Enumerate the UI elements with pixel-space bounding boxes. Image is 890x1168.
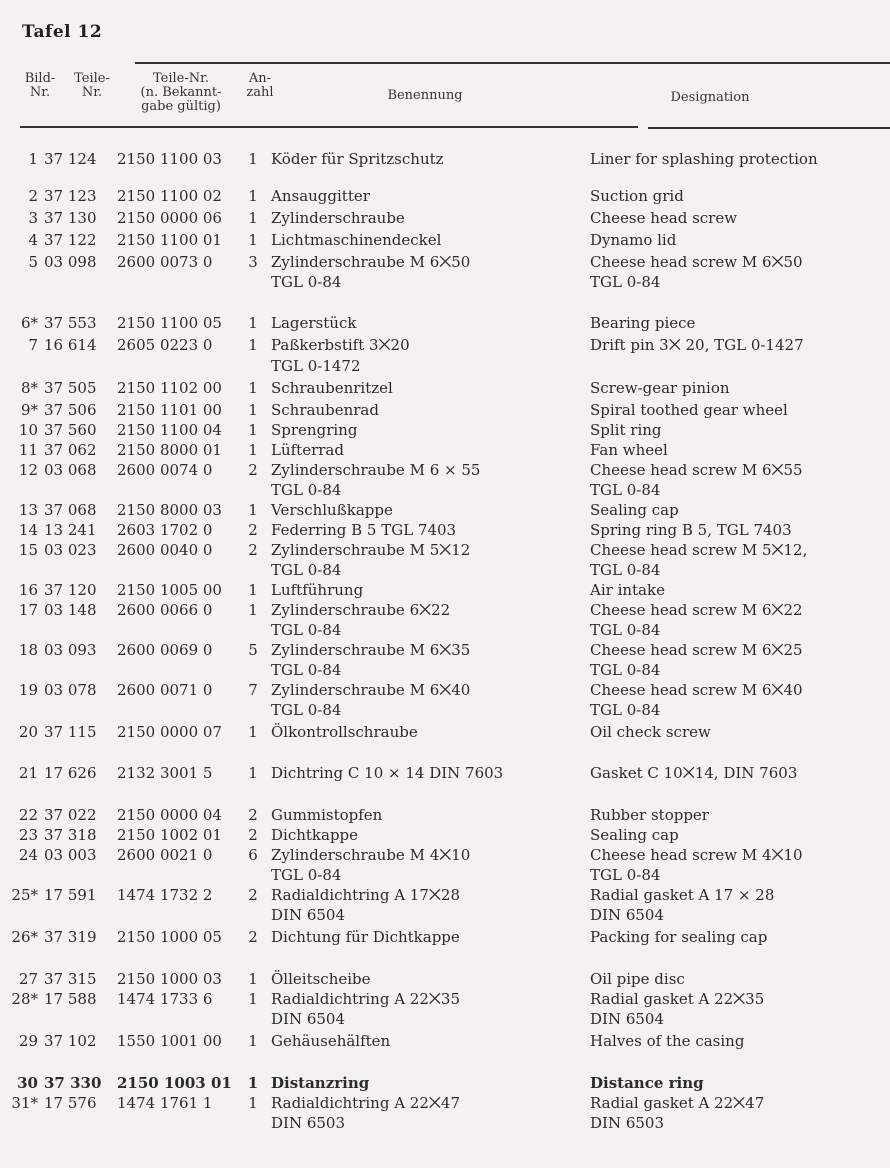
bild-nr-cell: 14 bbox=[18, 521, 38, 539]
designation-cell: Packing for sealing cap bbox=[590, 928, 768, 946]
table-row bbox=[0, 399, 890, 421]
designation-cell: Cheese head screw bbox=[590, 209, 738, 227]
table-row bbox=[0, 639, 890, 661]
benennung-cell: Lagerstück bbox=[271, 314, 357, 332]
teile-nr-neu-cell: 1474 1761 1 bbox=[117, 1094, 213, 1112]
benennung-cell: Dichtkappe bbox=[271, 826, 359, 844]
table-row bbox=[0, 599, 890, 621]
teile-nr-cell: 37 022 bbox=[44, 806, 97, 824]
table-row bbox=[0, 148, 890, 170]
header-teile-nr: Teile- Nr. bbox=[74, 71, 110, 100]
teile-nr-neu-cell: 2150 1005 00 bbox=[117, 581, 222, 599]
anzahl-cell: 2 bbox=[248, 541, 258, 559]
teile-nr-neu-cell: 2600 0074 0 bbox=[117, 461, 213, 479]
table-row bbox=[0, 479, 890, 501]
benennung-cell: Gehäusehälften bbox=[271, 1032, 391, 1050]
teile-nr-neu-cell: 2150 1100 01 bbox=[117, 231, 222, 249]
benennung-cell: Radialdichtring A 17⨉28 bbox=[271, 886, 460, 904]
designation-cell: Halves of the casing bbox=[590, 1032, 745, 1050]
header-bild-nr: Bild- Nr. bbox=[24, 71, 56, 100]
bild-nr-cell: 26* bbox=[11, 928, 38, 946]
table-row bbox=[0, 1030, 890, 1052]
designation-cell: Cheese head screw M 6⨉55 bbox=[590, 461, 803, 479]
bild-nr-cell: 24 bbox=[18, 846, 38, 864]
bild-nr-cell: 30 bbox=[17, 1074, 38, 1092]
bild-nr-cell: 1 bbox=[28, 150, 38, 168]
bild-nr-cell: 9* bbox=[20, 401, 38, 419]
teile-nr-neu-cell: 2150 1100 03 bbox=[117, 150, 222, 168]
anzahl-cell: 1 bbox=[248, 187, 258, 205]
benennung-cell: DIN 6503 bbox=[271, 1114, 346, 1132]
designation-cell: Cheese head screw M 6⨉25 bbox=[590, 641, 803, 659]
teile-nr-cell: 37 560 bbox=[44, 421, 97, 439]
table-row bbox=[0, 844, 890, 866]
anzahl-cell: 2 bbox=[248, 461, 258, 479]
bild-nr-cell: 13 bbox=[18, 501, 38, 519]
teile-nr-neu-cell: 1474 1732 2 bbox=[117, 886, 213, 904]
designation-cell: Sealing cap bbox=[590, 826, 679, 844]
anzahl-cell: 2 bbox=[248, 886, 258, 904]
teile-nr-cell: 03 093 bbox=[44, 641, 97, 659]
bild-nr-cell: 2 bbox=[28, 187, 38, 205]
anzahl-cell: 1 bbox=[248, 764, 258, 782]
teile-nr-cell: 03 078 bbox=[44, 681, 97, 699]
teile-nr-cell: 17 588 bbox=[44, 990, 97, 1008]
table-row bbox=[0, 619, 890, 641]
designation-cell: Gasket C 10⨉14, DIN 7603 bbox=[590, 764, 798, 782]
bild-nr-cell: 27 bbox=[18, 970, 38, 988]
teile-nr-neu-cell: 2600 0021 0 bbox=[117, 846, 213, 864]
teile-nr-cell: 37 120 bbox=[44, 581, 97, 599]
table-row bbox=[0, 559, 890, 581]
teile-nr-cell: 37 124 bbox=[44, 150, 97, 168]
teile-nr-neu-cell: 2150 1000 03 bbox=[117, 970, 222, 988]
table-row bbox=[0, 185, 890, 207]
benennung-cell: TGL 0-84 bbox=[271, 481, 342, 499]
table-row bbox=[0, 419, 890, 441]
benennung-cell: Zylinderschraube M 5⨉12 bbox=[271, 541, 471, 559]
anzahl-cell: 1 bbox=[248, 581, 258, 599]
designation-cell: Spiral toothed gear wheel bbox=[590, 401, 788, 419]
designation-cell: Cheese head screw M 4⨉10 bbox=[590, 846, 803, 864]
teile-nr-cell: 13 241 bbox=[44, 521, 97, 539]
table-row bbox=[0, 699, 890, 721]
benennung-cell: Köder für Spritzschutz bbox=[271, 150, 444, 168]
bild-nr-cell: 6* bbox=[20, 314, 38, 332]
table-row bbox=[0, 762, 890, 784]
table-row bbox=[0, 721, 890, 743]
designation-cell: Liner for splashing protection bbox=[590, 150, 818, 168]
teile-nr-cell: 37 130 bbox=[44, 209, 97, 227]
benennung-cell: Federring B 5 TGL 7403 bbox=[271, 521, 457, 539]
table-row bbox=[0, 207, 890, 229]
teile-nr-neu-cell: 2132 3001 5 bbox=[117, 764, 213, 782]
designation-cell: Distance ring bbox=[590, 1074, 704, 1092]
header-designation: Designation bbox=[670, 90, 750, 105]
benennung-cell: Zylinderschraube bbox=[271, 209, 405, 227]
header-bottom-rule-right bbox=[648, 127, 890, 129]
table-row bbox=[0, 904, 890, 926]
anzahl-cell: 7 bbox=[248, 681, 258, 699]
teile-nr-neu-cell: 2603 1702 0 bbox=[117, 521, 213, 539]
designation-cell: Screw-gear pinion bbox=[590, 379, 730, 397]
teile-nr-cell: 37 315 bbox=[44, 970, 97, 988]
table-row bbox=[0, 659, 890, 681]
bild-nr-cell: 22 bbox=[18, 806, 38, 824]
designation-cell: DIN 6504 bbox=[590, 906, 665, 924]
designation-cell: Drift pin 3⨉ 20, TGL 0-1427 bbox=[590, 336, 804, 354]
table-row bbox=[0, 864, 890, 886]
table-row bbox=[0, 968, 890, 990]
header-top-rule bbox=[135, 62, 890, 64]
designation-cell: Rubber stopper bbox=[590, 806, 709, 824]
anzahl-cell: 1 bbox=[248, 401, 258, 419]
teile-nr-cell: 03 148 bbox=[44, 601, 97, 619]
bild-nr-cell: 23 bbox=[18, 826, 38, 844]
header-anzahl: An- zahl bbox=[246, 71, 274, 100]
anzahl-cell: 1 bbox=[248, 990, 258, 1008]
teile-nr-cell: 37 062 bbox=[44, 441, 97, 459]
benennung-cell: Schraubenritzel bbox=[271, 379, 393, 397]
table-row bbox=[0, 271, 890, 293]
designation-cell: Suction grid bbox=[590, 187, 684, 205]
teile-nr-cell: 37 330 bbox=[44, 1074, 102, 1092]
teile-nr-cell: 37 318 bbox=[44, 826, 97, 844]
anzahl-cell: 3 bbox=[248, 253, 258, 271]
benennung-cell: TGL 0-84 bbox=[271, 621, 342, 639]
designation-cell: DIN 6504 bbox=[590, 1010, 665, 1028]
benennung-cell: Zylinderschraube M 6⨉35 bbox=[271, 641, 471, 659]
bild-nr-cell: 17 bbox=[18, 601, 38, 619]
teile-nr-cell: 16 614 bbox=[44, 336, 97, 354]
table-row bbox=[0, 579, 890, 601]
table-row bbox=[0, 312, 890, 334]
header-teile-nr-neu: Teile-Nr. (n. Bekannt- gabe gültig) bbox=[140, 71, 222, 114]
teile-nr-neu-cell: 2600 0071 0 bbox=[117, 681, 213, 699]
table-row bbox=[0, 1092, 890, 1114]
benennung-cell: Gummistopfen bbox=[271, 806, 383, 824]
teile-nr-cell: 37 319 bbox=[44, 928, 97, 946]
benennung-cell: Zylinderschraube M 4⨉10 bbox=[271, 846, 471, 864]
benennung-cell: Dichtring C 10 × 14 DIN 7603 bbox=[271, 764, 504, 782]
bild-nr-cell: 16 bbox=[18, 581, 38, 599]
benennung-cell: TGL 0-84 bbox=[271, 701, 342, 719]
table-row bbox=[0, 459, 890, 481]
benennung-cell: Zylinderschraube M 6⨉50 bbox=[271, 253, 471, 271]
benennung-cell: Sprengring bbox=[271, 421, 358, 439]
teile-nr-neu-cell: 2600 0073 0 bbox=[117, 253, 213, 271]
teile-nr-neu-cell: 2150 1002 01 bbox=[117, 826, 222, 844]
bild-nr-cell: 18 bbox=[18, 641, 38, 659]
table-row bbox=[0, 539, 890, 561]
teile-nr-neu-cell: 2150 1100 04 bbox=[117, 421, 222, 439]
bild-nr-cell: 11 bbox=[18, 441, 38, 459]
teile-nr-cell: 03 023 bbox=[44, 541, 97, 559]
anzahl-cell: 5 bbox=[248, 641, 258, 659]
table-row bbox=[0, 499, 890, 521]
designation-cell: TGL 0-84 bbox=[590, 273, 661, 291]
designation-cell: Split ring bbox=[590, 421, 662, 439]
teile-nr-neu-cell: 2150 1100 05 bbox=[117, 314, 222, 332]
table-row bbox=[0, 679, 890, 701]
table-row bbox=[0, 824, 890, 846]
anzahl-cell: 1 bbox=[248, 231, 258, 249]
teile-nr-cell: 37 068 bbox=[44, 501, 97, 519]
benennung-cell: Radialdichtring A 22⨉35 bbox=[271, 990, 460, 1008]
teile-nr-neu-cell: 2150 8000 01 bbox=[117, 441, 222, 459]
designation-cell: Fan wheel bbox=[590, 441, 668, 459]
designation-cell: Radial gasket A 22⨉47 bbox=[590, 1094, 765, 1112]
bild-nr-cell: 10 bbox=[18, 421, 38, 439]
designation-cell: Oil pipe disc bbox=[590, 970, 685, 988]
benennung-cell: Ölkontrollschraube bbox=[271, 723, 418, 741]
anzahl-cell: 2 bbox=[248, 806, 258, 824]
benennung-cell: Schraubenrad bbox=[271, 401, 379, 419]
bild-nr-cell: 19 bbox=[18, 681, 38, 699]
benennung-cell: Verschlußkappe bbox=[271, 501, 393, 519]
teile-nr-cell: 03 098 bbox=[44, 253, 97, 271]
teile-nr-cell: 03 068 bbox=[44, 461, 97, 479]
designation-cell: Radial gasket A 22⨉35 bbox=[590, 990, 765, 1008]
bild-nr-cell: 28* bbox=[11, 990, 38, 1008]
designation-cell: TGL 0-84 bbox=[590, 661, 661, 679]
designation-cell: TGL 0-84 bbox=[590, 621, 661, 639]
anzahl-cell: 1 bbox=[248, 421, 258, 439]
teile-nr-cell: 37 122 bbox=[44, 231, 97, 249]
bild-nr-cell: 20 bbox=[18, 723, 38, 741]
anzahl-cell: 1 bbox=[248, 336, 258, 354]
benennung-cell: Lüfterrad bbox=[271, 441, 344, 459]
teile-nr-cell: 03 003 bbox=[44, 846, 97, 864]
benennung-cell: Paßkerbstift 3⨉20 bbox=[271, 336, 410, 354]
bild-nr-cell: 15 bbox=[18, 541, 38, 559]
designation-cell: Oil check screw bbox=[590, 723, 711, 741]
teile-nr-neu-cell: 2150 1102 00 bbox=[117, 379, 222, 397]
bild-nr-cell: 4 bbox=[28, 231, 38, 249]
anzahl-cell: 1 bbox=[248, 1032, 258, 1050]
table-row bbox=[0, 229, 890, 251]
designation-cell: Bearing piece bbox=[590, 314, 696, 332]
teile-nr-neu-cell: 1550 1001 00 bbox=[117, 1032, 222, 1050]
table-row bbox=[0, 519, 890, 541]
teile-nr-cell: 17 626 bbox=[44, 764, 97, 782]
designation-cell: Air intake bbox=[590, 581, 665, 599]
bild-nr-cell: 7 bbox=[28, 336, 38, 354]
designation-cell: Cheese head screw M 6⨉40 bbox=[590, 681, 803, 699]
teile-nr-cell: 37 553 bbox=[44, 314, 97, 332]
table-row bbox=[0, 884, 890, 906]
page-title: Tafel 12 bbox=[22, 22, 103, 42]
table-row bbox=[0, 334, 890, 356]
anzahl-cell: 2 bbox=[248, 521, 258, 539]
benennung-cell: DIN 6504 bbox=[271, 906, 346, 924]
anzahl-cell: 1 bbox=[248, 441, 258, 459]
teile-nr-cell: 37 506 bbox=[44, 401, 97, 419]
teile-nr-neu-cell: 2600 0069 0 bbox=[117, 641, 213, 659]
benennung-cell: Zylinderschraube M 6⨉40 bbox=[271, 681, 471, 699]
benennung-cell: TGL 0-84 bbox=[271, 273, 342, 291]
teile-nr-cell: 17 591 bbox=[44, 886, 97, 904]
designation-cell: TGL 0-84 bbox=[590, 866, 661, 884]
bild-nr-cell: 25* bbox=[11, 886, 38, 904]
designation-cell: TGL 0-84 bbox=[590, 701, 661, 719]
benennung-cell: Ölleitscheibe bbox=[271, 970, 371, 988]
table-row bbox=[0, 804, 890, 826]
benennung-cell: TGL 0-84 bbox=[271, 661, 342, 679]
bild-nr-cell: 12 bbox=[18, 461, 38, 479]
bild-nr-cell: 21 bbox=[18, 764, 38, 782]
benennung-cell: TGL 0-84 bbox=[271, 561, 342, 579]
bild-nr-cell: 3 bbox=[28, 209, 38, 227]
anzahl-cell: 1 bbox=[248, 209, 258, 227]
table-row bbox=[0, 926, 890, 948]
table-row bbox=[0, 377, 890, 399]
benennung-cell: Lichtmaschinendeckel bbox=[271, 231, 442, 249]
benennung-cell: DIN 6504 bbox=[271, 1010, 346, 1028]
header-bottom-rule bbox=[20, 126, 638, 128]
bild-nr-cell: 29 bbox=[18, 1032, 38, 1050]
designation-cell: Radial gasket A 17 × 28 bbox=[590, 886, 775, 904]
bild-nr-cell: 31* bbox=[11, 1094, 38, 1112]
anzahl-cell: 1 bbox=[248, 970, 258, 988]
teile-nr-neu-cell: 2605 0223 0 bbox=[117, 336, 213, 354]
table-row bbox=[0, 988, 890, 1010]
table-row bbox=[0, 251, 890, 273]
anzahl-cell: 2 bbox=[248, 928, 258, 946]
benennung-cell: TGL 0-84 bbox=[271, 866, 342, 884]
anzahl-cell: 1 bbox=[248, 379, 258, 397]
teile-nr-cell: 37 123 bbox=[44, 187, 97, 205]
table-row bbox=[0, 355, 890, 377]
anzahl-cell: 1 bbox=[248, 1094, 258, 1112]
teile-nr-cell: 17 576 bbox=[44, 1094, 97, 1112]
teile-nr-cell: 37 102 bbox=[44, 1032, 97, 1050]
benennung-cell: Radialdichtring A 22⨉47 bbox=[271, 1094, 460, 1112]
teile-nr-neu-cell: 1474 1733 6 bbox=[117, 990, 213, 1008]
anzahl-cell: 1 bbox=[248, 601, 258, 619]
designation-cell: Spring ring B 5, TGL 7403 bbox=[590, 521, 792, 539]
benennung-cell: Distanzring bbox=[271, 1074, 370, 1092]
anzahl-cell: 1 bbox=[248, 314, 258, 332]
teile-nr-neu-cell: 2150 8000 03 bbox=[117, 501, 222, 519]
teile-nr-neu-cell: 2150 1003 01 bbox=[117, 1074, 232, 1092]
anzahl-cell: 2 bbox=[248, 826, 258, 844]
bild-nr-cell: 5 bbox=[28, 253, 38, 271]
table-row bbox=[0, 1112, 890, 1134]
teile-nr-neu-cell: 2150 1100 02 bbox=[117, 187, 222, 205]
designation-cell: Cheese head screw M 6⨉22 bbox=[590, 601, 803, 619]
anzahl-cell: 6 bbox=[248, 846, 258, 864]
benennung-cell: Luftführung bbox=[271, 581, 364, 599]
anzahl-cell: 1 bbox=[248, 501, 258, 519]
table-row bbox=[0, 439, 890, 461]
designation-cell: Cheese head screw M 5⨉12, bbox=[590, 541, 808, 559]
teile-nr-neu-cell: 2600 0040 0 bbox=[117, 541, 213, 559]
benennung-cell: Zylinderschraube M 6 × 55 bbox=[271, 461, 481, 479]
table-row bbox=[0, 1072, 890, 1094]
designation-cell: Dynamo lid bbox=[590, 231, 677, 249]
teile-nr-neu-cell: 2150 0000 06 bbox=[117, 209, 222, 227]
teile-nr-cell: 37 115 bbox=[44, 723, 97, 741]
teile-nr-neu-cell: 2150 0000 07 bbox=[117, 723, 222, 741]
designation-cell: TGL 0-84 bbox=[590, 481, 661, 499]
teile-nr-neu-cell: 2150 0000 04 bbox=[117, 806, 222, 824]
teile-nr-neu-cell: 2600 0066 0 bbox=[117, 601, 213, 619]
designation-cell: TGL 0-84 bbox=[590, 561, 661, 579]
benennung-cell: Dichtung für Dichtkappe bbox=[271, 928, 460, 946]
designation-cell: Cheese head screw M 6⨉50 bbox=[590, 253, 803, 271]
benennung-cell: Zylinderschraube 6⨉22 bbox=[271, 601, 451, 619]
anzahl-cell: 1 bbox=[247, 1074, 259, 1092]
bild-nr-cell: 8* bbox=[20, 379, 38, 397]
benennung-cell: Ansauggitter bbox=[271, 187, 370, 205]
header-benennung: Benennung bbox=[387, 88, 463, 103]
designation-cell: Sealing cap bbox=[590, 501, 679, 519]
benennung-cell: TGL 0-1472 bbox=[271, 357, 361, 375]
anzahl-cell: 1 bbox=[248, 150, 258, 168]
designation-cell: DIN 6503 bbox=[590, 1114, 665, 1132]
table-row bbox=[0, 1008, 890, 1030]
teile-nr-neu-cell: 2150 1101 00 bbox=[117, 401, 222, 419]
teile-nr-neu-cell: 2150 1000 05 bbox=[117, 928, 222, 946]
teile-nr-cell: 37 505 bbox=[44, 379, 97, 397]
anzahl-cell: 1 bbox=[248, 723, 258, 741]
